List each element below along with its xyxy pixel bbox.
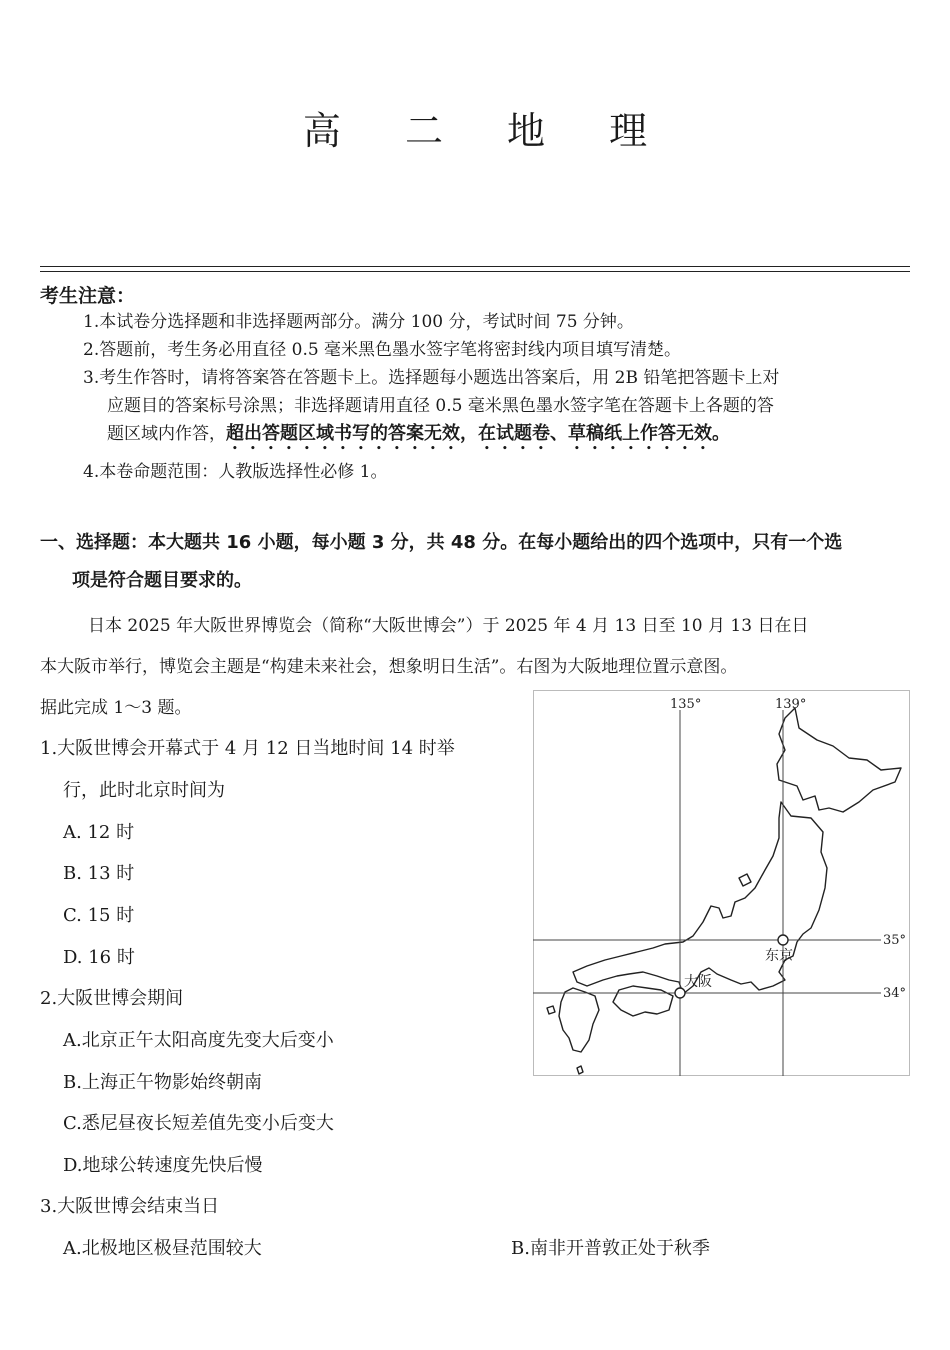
lat-label-34: 34° — [883, 986, 907, 1001]
map-frame — [534, 691, 910, 1076]
notice-item-1: 1.本试卷分选择题和非选择题两部分。满分 100 分，考试时间 75 分钟。 — [83, 312, 634, 332]
question-1-stem-cont: 行，此时北京时间为 — [63, 780, 225, 801]
lon-label-135: 135° — [670, 697, 702, 712]
header-divider-inner — [40, 271, 910, 272]
question-3-option-b: B.南非开普敦正处于秋季 — [511, 1238, 710, 1259]
notice-item-3-line-3 — [83, 420, 913, 454]
intro-line-2: 本大阪市举行，博览会主题是“构建未来社会，想象明日生活”。右图为大阪地理位置示意图。 — [40, 657, 738, 677]
question-2-option-d: D.地球公转速度先快后慢 — [63, 1155, 263, 1176]
page-title: 高 二 地 理 — [302, 109, 674, 153]
question-2-option-c: C.悉尼昼夜长短差值先变小后变大 — [63, 1113, 334, 1134]
notice-item-3-plain: 题区域内作答， — [107, 424, 226, 444]
question-2-option-b: B.上海正午物影始终朝南 — [63, 1072, 262, 1093]
question-1-option-d: D. 16 时 — [63, 947, 135, 968]
notice-item-3-line-1: 3.考生作答时，请将答案答在答题卡上。选择题每小题选出答案后，用 2B 铅笔把答题卡上对 — [83, 368, 780, 388]
lon-label-139: 139° — [775, 697, 807, 712]
question-1-option-a: A. 12 时 — [63, 822, 135, 843]
question-3-stem: 3.大阪世博会结束当日 — [40, 1196, 220, 1217]
tokyo-marker — [778, 935, 788, 945]
tokyo-label: 东京 — [765, 948, 793, 964]
question-1-option-b: B. 13 时 — [63, 863, 135, 884]
notice-item-3-line-2: 应题目的答案标号涂黑；非选择题请用直径 0.5 毫米黑色墨水签字笔在答题卡上各题的答 — [107, 396, 774, 416]
section-heading-line-1: 一、选择题：本大题共 16 小题，每小题 3 分，共 48 分。在每小题给出的四个选项中，只有一个选 — [40, 532, 843, 553]
lat-label-35: 35° — [883, 933, 907, 948]
section-heading-line-2: 项是符合题目要求的。 — [72, 570, 252, 591]
osaka-label: 大阪 — [684, 974, 712, 990]
question-1-option-c: C. 15 时 — [63, 905, 135, 926]
graticule — [533, 710, 881, 1076]
notice-item-2: 2.答题前，考生务必用直径 0.5 毫米黑色墨水签字笔将密封线内项目填写清楚。 — [83, 340, 682, 360]
japan-coastline — [547, 708, 901, 1074]
section-heading — [40, 524, 915, 600]
notice-heading: 考生注意： — [40, 285, 136, 307]
intro-line-3: 据此完成 1～3 题。 — [40, 698, 192, 718]
question-2-stem: 2.大阪世博会期间 — [40, 988, 184, 1009]
question-1-stem: 1.大阪世博会开幕式于 4 月 12 日当地时间 14 时举 — [40, 738, 455, 759]
osaka-location-map — [533, 690, 910, 1076]
intro-line-1: 日本 2025 年大阪世界博览会（简称“大阪世博会”）于 2025 年 4 月 13 日至 10 月 13 日在日 — [88, 616, 809, 636]
notice-item-4: 4.本卷命题范围：人教版选择性必修 1。 — [83, 462, 388, 482]
question-3-option-a: A.北极地区极昼范围较大 — [63, 1238, 262, 1259]
header-divider — [40, 266, 910, 267]
notice-emphasis-warning: 超出答题区域书写的答案无效，在试题卷、草稿纸上作答无效。 — [226, 423, 730, 444]
question-2-option-a: A.北京正午太阳高度先变大后变小 — [63, 1030, 334, 1051]
notice-item-3 — [83, 364, 913, 454]
